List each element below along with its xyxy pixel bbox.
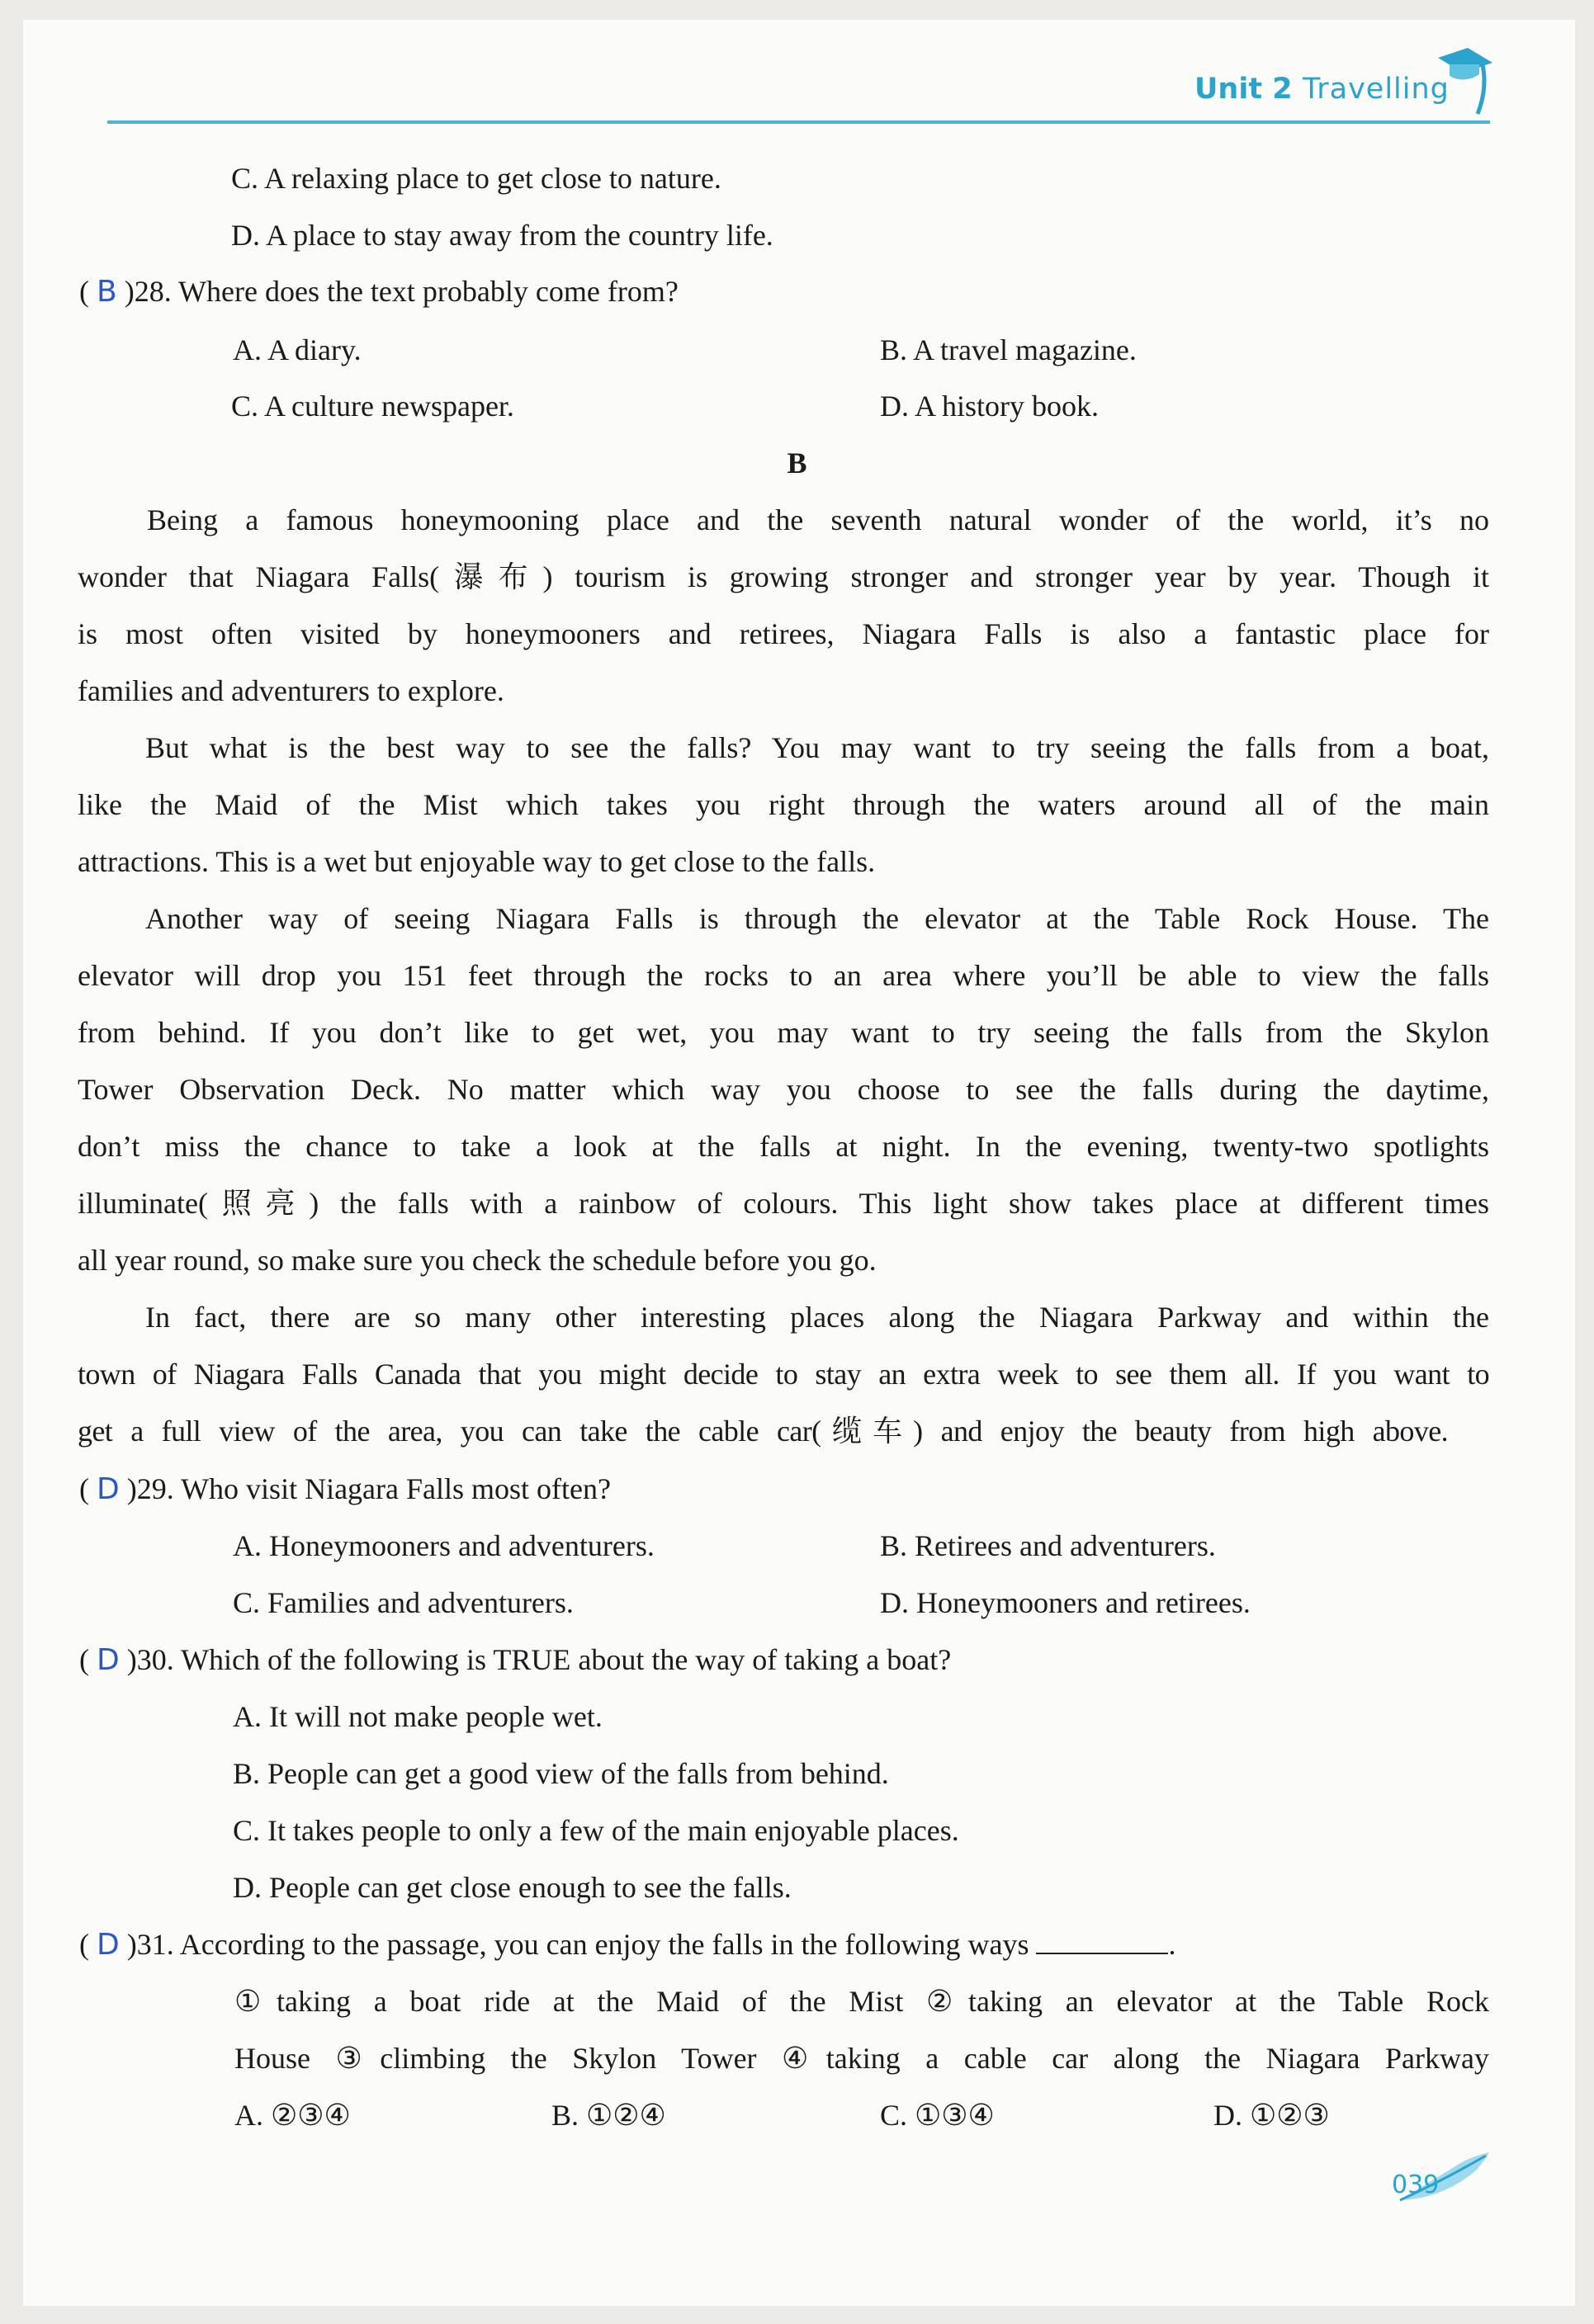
page-number: 039 (1392, 2170, 1440, 2199)
q31-stem: )31. According to the passage, you can enjoy the falls in the following ways (126, 1928, 1029, 1961)
passage-line: all year round, so make sure you check the schedule before you go. (78, 1244, 877, 1277)
header-rule (107, 120, 1490, 124)
q30-stem-row: ( D )30. Which of the following is TRUE about the way of taking a boat? (79, 1643, 952, 1677)
q29-option-b: B. Retirees and adventurers. (880, 1529, 1216, 1562)
passage-line: families and adventurers to explore. (78, 674, 504, 707)
passage-line: elevator will drop you 151 feet through the rocks to an area where you’ll be able to view the falls (78, 959, 1489, 992)
passage-line: Being a famous honeymooning place and the seventh natural wonder of the world, it’s no (147, 503, 1489, 536)
passage-line: attractions. This is a wet but enjoyable way to get close to the falls. (78, 845, 876, 878)
q31-choice-line: House ③climbing the Skylon Tower ④taking a cable car along the Niagara Parkway (234, 2042, 1489, 2075)
q28-answer: B (97, 275, 117, 309)
passage-line: Tower Observation Deck. No matter which way you choose to see the falls during the daytime, (78, 1073, 1489, 1106)
q30-option-d: D. People can get close enough to see the falls. (233, 1871, 792, 1904)
q28-option-b: B. A travel magazine. (880, 333, 1137, 366)
q31-choice-line: ①taking a boat ride at the Maid of the Mist ②taking an elevator at the Table Rock (234, 1985, 1489, 2018)
q28-stem-row: ( B )28. Where does the text probably come from? (79, 275, 679, 309)
q30-answer: D (97, 1643, 120, 1677)
q28-stem: )28. Where does the text probably come from? (124, 275, 679, 308)
passage-line: Another way of seeing Niagara Falls is through the elevator at the Table Rock House. The (145, 902, 1489, 935)
q30-option-c: C. It takes people to only a few of the main enjoyable places. (233, 1814, 959, 1847)
q27-option-d: D. A place to stay away from the country life. (231, 219, 773, 252)
unit-label: Unit 2 (1194, 73, 1293, 106)
passage-line: is most often visited by honeymooners and retirees, Niagara Falls is also a fantastic place for (78, 617, 1489, 650)
q31-option-b: B. ①②④ (551, 2099, 666, 2132)
q29-option-c: C. Families and adventurers. (233, 1586, 574, 1619)
q29-stem: )29. Who visit Niagara Falls most often? (126, 1472, 611, 1505)
q29-stem-row: ( D )29. Who visit Niagara Falls most often? (79, 1472, 611, 1506)
passage-line: illuminate(照亮) the falls with a rainbow of colours. This light show takes place at different times (78, 1187, 1489, 1220)
q29-option-a: A. Honeymooners and adventurers. (233, 1529, 655, 1562)
passage-line: get a full view of the area, you can take the cable car(缆车) and enjoy the beauty from high above. (78, 1415, 1448, 1448)
passage-line: town of Niagara Falls Canada that you might decide to stay an extra week to see them all. If you want to (78, 1358, 1489, 1391)
graduation-cap-icon (1435, 46, 1494, 119)
q31-option-a: A. ②③④ (234, 2099, 351, 2132)
q29-answer: D (97, 1472, 120, 1506)
q28-option-c: C. A culture newspaper. (231, 390, 514, 423)
q29-option-d: D. Honeymooners and retirees. (880, 1586, 1251, 1619)
q30-option-a: A. It will not make people wet. (233, 1700, 603, 1733)
q28-option-d: D. A history book. (880, 390, 1100, 423)
passage-line: like the Maid of the Mist which takes you right through the waters around all of the main (78, 788, 1489, 821)
q30-option-b: B. People can get a good view of the falls from behind. (233, 1757, 889, 1790)
q31-option-d: D. ①②③ (1213, 2099, 1330, 2132)
q28-option-a: A. A diary. (233, 333, 362, 366)
answer-blank (1036, 1928, 1168, 1954)
passage-line: wonder that Niagara Falls(瀑布) tourism is growing stronger and stronger year by year. Though it (78, 560, 1489, 593)
q31-answer: D (97, 1928, 120, 1962)
passage-line: from behind. If you don’t like to get wet, you may want to try seeing the falls from the Skylon (78, 1016, 1489, 1049)
q31-stem-row: ( D )31. According to the passage, you can enjoy the falls in the following ways . (79, 1928, 1176, 1962)
section-title: B (787, 446, 807, 479)
q30-stem: )30. Which of the following is TRUE about the way of taking a boat? (126, 1643, 952, 1676)
passage-line: But what is the best way to see the falls? You may want to try seeing the falls from a boat, (145, 731, 1489, 764)
q31-option-c: C. ①③④ (880, 2099, 995, 2132)
unit-title: Travelling (1303, 73, 1450, 106)
passage-line: don’t miss the chance to take a look at the falls at night. In the evening, twenty-two spotlights (78, 1130, 1489, 1163)
passage-line: In fact, there are so many other interesting places along the Niagara Parkway and within the (145, 1301, 1489, 1334)
q27-option-c: C. A relaxing place to get close to nature. (231, 162, 721, 195)
